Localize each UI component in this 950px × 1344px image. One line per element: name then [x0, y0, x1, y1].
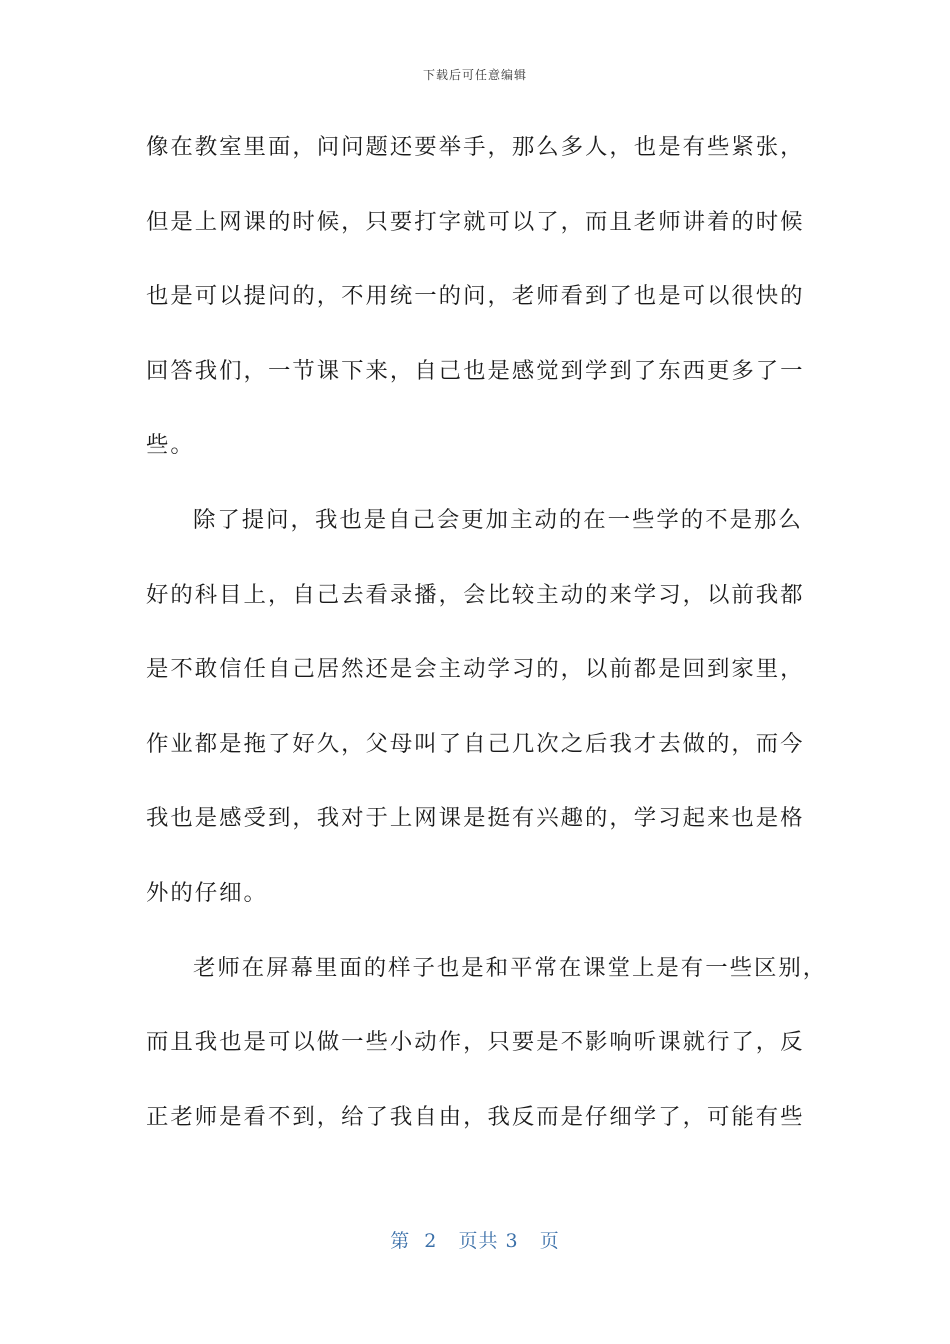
text-line: 像在教室里面，问问题还要举手，那么多人，也是有些紧张，: [146, 134, 805, 160]
header-note: 下载后可任意编辑: [422, 68, 527, 82]
paragraph-start-line: 除了提问，我也是自己会更加主动的在一些学的不是那么: [193, 506, 803, 533]
text-line: 作业都是拖了好久，父母叫了自己几次之后我才去做的，而今: [146, 730, 805, 757]
text-line: 也是可以提问的，不用统一的问，老师看到了也是可以很快的: [146, 283, 805, 310]
text-line: 外的仔细。: [146, 879, 268, 906]
text-line: 是不敢信任自己居然还是会主动学习的，以前都是回到家里，: [146, 656, 805, 683]
text-line: 些。: [146, 432, 195, 459]
text-line: 好的科目上，自己去看录播，会比较主动的来学习，以前我都: [146, 581, 805, 608]
text-line: 但是上网课的时候，只要打字就可以了，而且老师讲着的时候: [146, 208, 805, 235]
text-line: 我也是感受到，我对于上网课是挺有兴趣的，学习起来也是格: [146, 805, 805, 832]
text-line: 而且我也是可以做一些小动作，只要是不影响听课就行了，反: [146, 1029, 805, 1056]
paragraph-start-line: 老师在屏幕里面的样子也是和平常在课堂上是有一些区别，: [193, 954, 828, 981]
document-body: [146, 122, 828, 1166]
text-line: 回答我们，一节课下来，自己也是感觉到学到了东西更多了一: [146, 357, 805, 384]
text-line: 正老师是看不到，给了我自由，我反而是仔细学了，可能有些: [146, 1103, 805, 1130]
page-number-footer: 第 2 页共 3 页: [390, 1230, 560, 1252]
